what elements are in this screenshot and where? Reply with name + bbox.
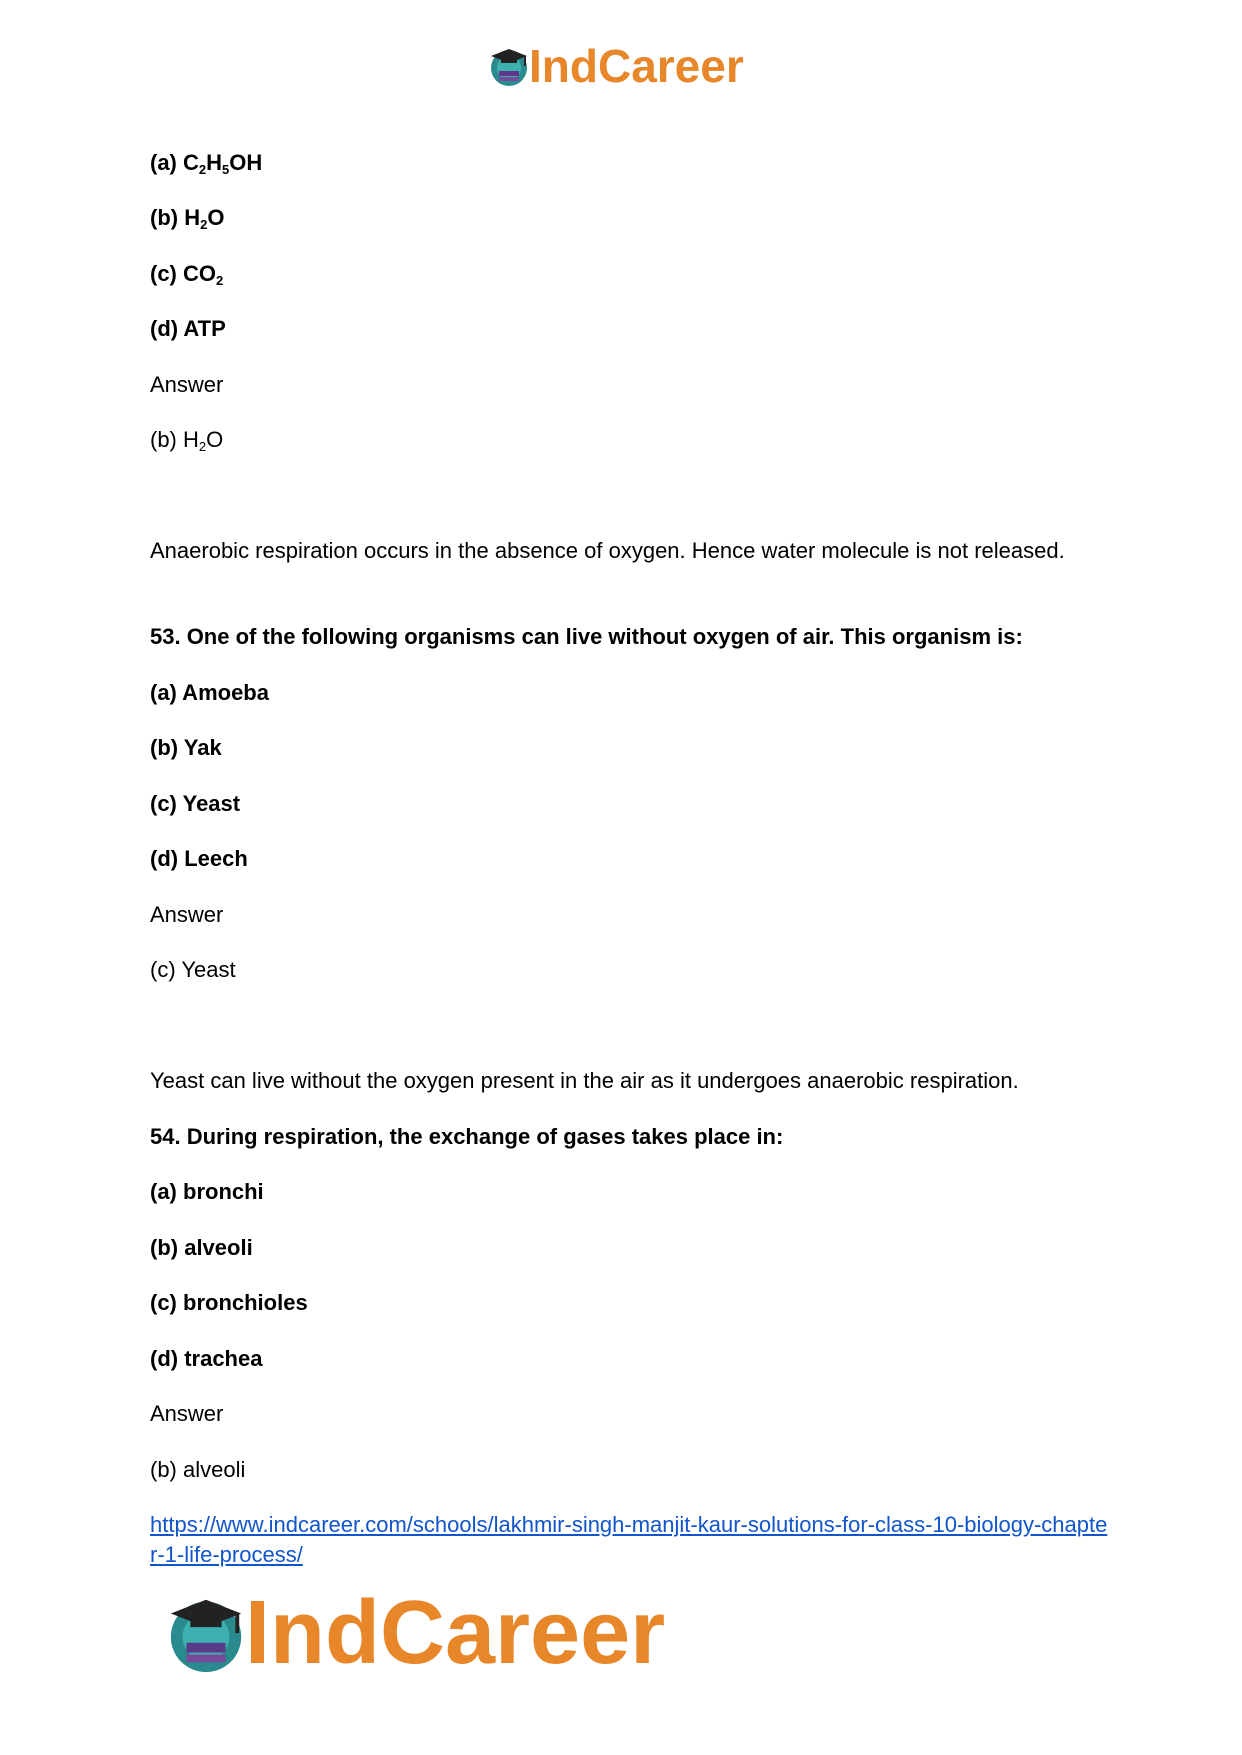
q54-answer-label: Answer [150,1401,224,1426]
source-link[interactable]: https://www.indcareer.com/schools/lakhmir-singh-manjit-kaur-solutions-for-class-10-biology-chapter-1-life-process/ [150,1512,1108,1567]
q53-question: 53. One of the following organisms can live without oxygen of air. This organism is: [150,624,1023,649]
q53-option-b: (b) Yak [150,735,222,760]
q52-answer-label: Answer [150,372,224,397]
e-graduation-cap-books-logo-icon [163,1590,249,1676]
header-logo [487,38,744,94]
q54-question: 54. During respiration, the exchange of gases takes place in: [150,1124,784,1149]
logo-text: IndCareer [529,40,744,92]
q53-answer-label: Answer [150,902,224,927]
q53-option-c: (c) Yeast [150,791,241,816]
q53-explanation: Yeast can live without the oxygen present in the air as it undergoes anaerobic respiration. [150,1068,1019,1093]
q53-option-a: (a) Amoeba [150,680,269,705]
q54-option-d: (d) trachea [150,1346,263,1371]
q52-option-d: (d) ATP [150,316,226,341]
q54-option-a: (a) bronchi [150,1179,264,1204]
q52-option-a: (a) $C_2H_5OH$ [150,150,263,177]
e-graduation-cap-books-logo-icon [487,44,531,88]
footer-logo [163,1578,665,1688]
q54-option-c: (c) bronchioles [150,1290,308,1315]
q52-explanation: Anaerobic respiration occurs in the absence of oxygen. Hence water molecule is not released. [150,538,1065,563]
q52-answer: (b) $H_2O$ [150,427,224,454]
q53-option-d: (d) Leech [150,846,248,871]
q52-option-c: (c) $CO_2$ [150,261,224,288]
logo-text: IndCareer [245,1582,666,1683]
q53-answer: (c) Yeast [150,957,236,982]
q52-option-b: (b) $H_2O$ [150,205,225,232]
q54-answer: (b) alveoli [150,1457,246,1482]
q54-option-b: (b) alveoli [150,1235,253,1260]
